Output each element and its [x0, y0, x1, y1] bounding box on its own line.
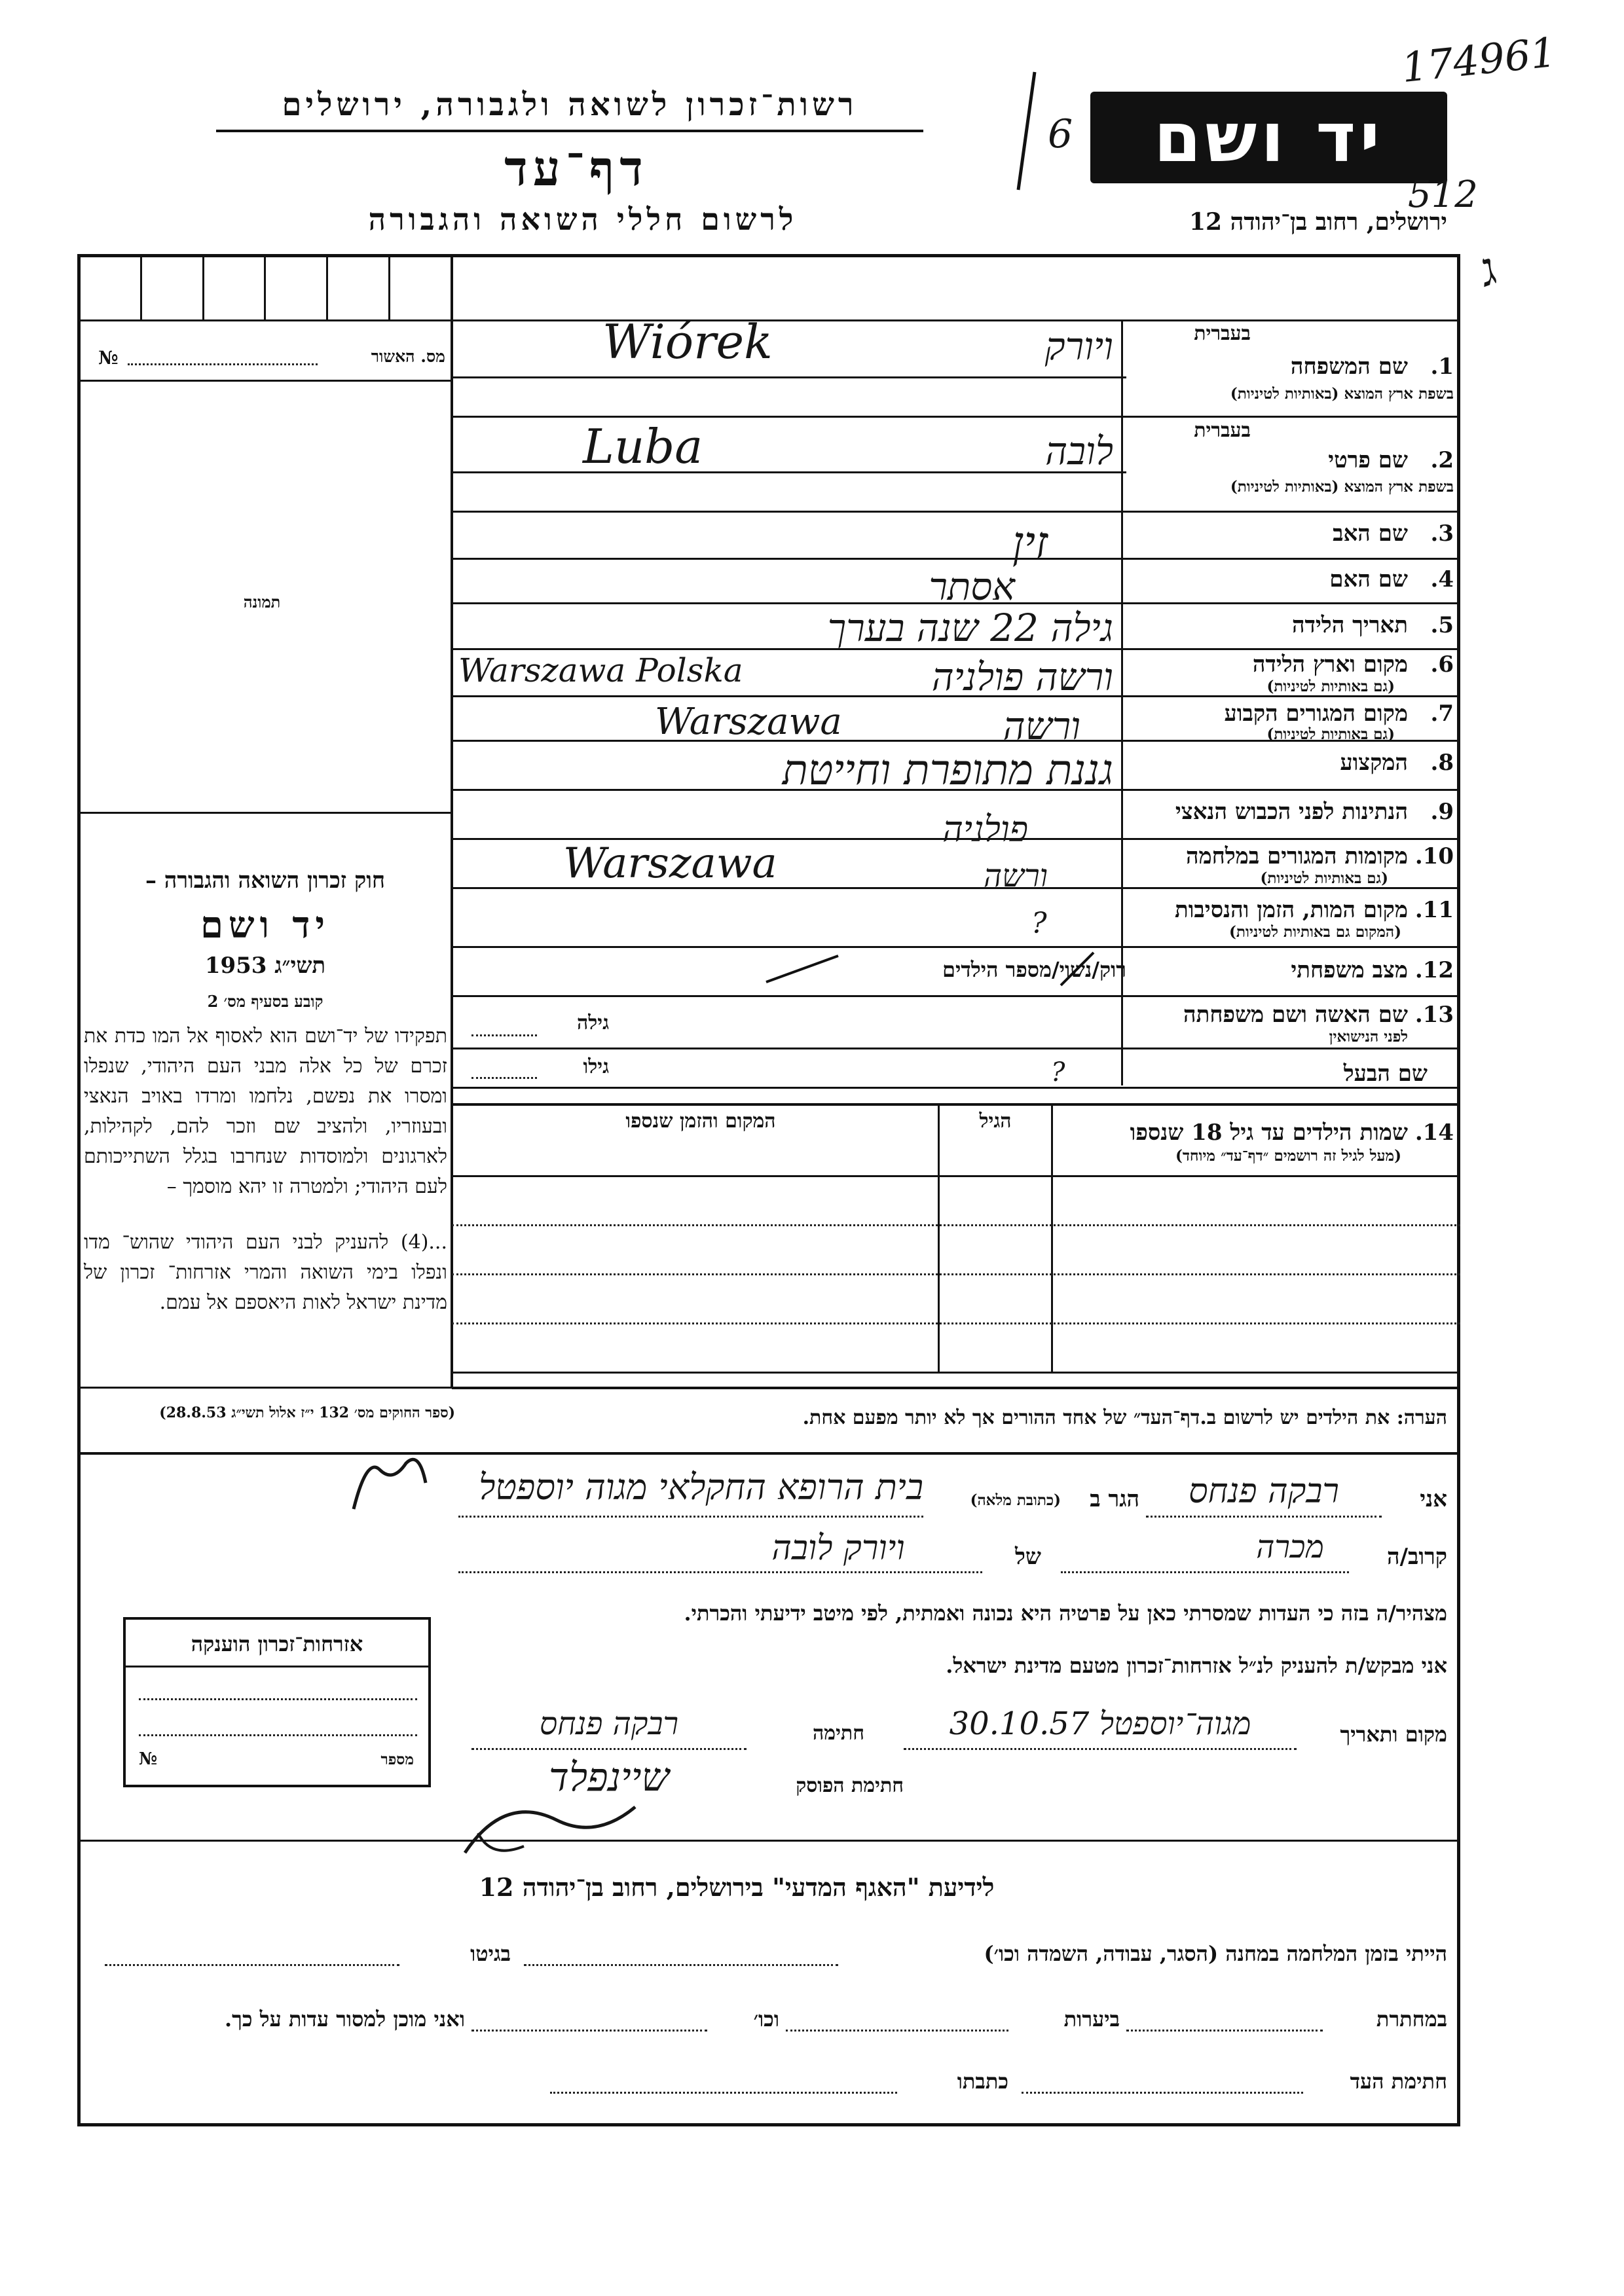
corner-letter: ג	[1471, 241, 1504, 297]
info-etc-dots	[471, 2030, 707, 2032]
field-7-label: מקום המגורים הקבוע	[1224, 701, 1408, 727]
field-2-label: שם פרטי	[1328, 447, 1408, 473]
remark-top-line	[452, 1387, 1460, 1389]
field-13-dots	[471, 1034, 537, 1036]
citizenship-box-dots	[139, 1698, 417, 1700]
law-text: תפקידו של יד־ושם הוא לאסוף אל המו כדת את זכרם של כל אלה מבני העם היהודי, שנפלו ומסרו את נפשם, נלחמו ומרדו באויב הנאצי ובעוזריו, ולהציב שם וזכר להם, לקהילות, לארגונים ולמוסדות שנחרבו בגלל השתייכותם לעם היהודי; ולמטרה זו יהא מוסמך –	[84, 1025, 447, 1198]
decl-relation-hand: מכרה	[1256, 1529, 1324, 1565]
info-ghetto: בגיטו	[470, 1941, 511, 1966]
decl-signature-label: חתימה	[813, 1722, 864, 1745]
field-10-num: 10.	[1414, 843, 1454, 869]
field-10-latin: Warszawa	[563, 839, 777, 888]
header-address: ירושלים, רחוב בן־יהודה 12	[1189, 208, 1447, 236]
info-hideout: במחתרת	[1376, 2007, 1447, 2032]
field-7-value: ורשה	[1003, 704, 1080, 748]
field-3-num: 3.	[1430, 520, 1454, 547]
husband-mark: ?	[1051, 1057, 1065, 1087]
hand-number: 174961	[1399, 27, 1559, 92]
serial-no: №	[98, 347, 119, 369]
field-6-note: (גם באותיות לטיניות)	[1266, 678, 1395, 695]
husband-value: גילו	[583, 1055, 609, 1078]
field-8-label: המקצוע	[1340, 750, 1408, 776]
decl-of-dots	[458, 1571, 982, 1573]
field-11-num: 11.	[1414, 897, 1454, 923]
field-3-label: שם האב	[1333, 520, 1408, 547]
info-address: כתבתו	[957, 2069, 1008, 2094]
field-8-value: גננת מתופרת וחייטת	[782, 746, 1113, 795]
row-line	[452, 416, 1460, 418]
field-7-num: 7.	[1430, 701, 1454, 727]
law-clause: קובע בסעיף מס׳ 2	[207, 992, 323, 1011]
field-11-value: ?	[1031, 907, 1047, 940]
remark: הערה: את הילדים יש לרשום ב.דף־העד״ של אחד ההורים אך לא יותר מפעם אחת.	[802, 1406, 1447, 1429]
field-2-num: 2.	[1430, 447, 1454, 473]
top-strip-cells	[80, 257, 451, 319]
field-13-note: לפני הנישואין	[1329, 1028, 1408, 1046]
decl-of-hand: ויורק לובה	[771, 1529, 905, 1568]
field-12-label: מצב משפחתי	[1291, 957, 1408, 983]
field-6-num: 6.	[1430, 651, 1454, 678]
children-note: (מעל לגיל זה רושמים ״דף־עד״ מיוחד)	[1175, 1147, 1401, 1165]
info-top-line	[77, 1840, 1460, 1842]
decl-relative: קרוב/ה	[1387, 1544, 1447, 1570]
field-12-value: רוק/נשוי/מספר הילדים	[942, 957, 1126, 982]
decl-request: אני מבקש/ת להעניק לנ״ל אזרחות־זכרון מטעם מדינת ישראל.	[946, 1653, 1447, 1678]
serial-label: מס. האשור	[371, 347, 445, 366]
law-title: חוק זכרון השואה והגבורה –	[145, 867, 386, 894]
field-10-label: מקומות המגורים במלחמה	[1185, 843, 1408, 869]
field-9-value: פולניה	[942, 809, 1028, 850]
decl-official-sig-label: חתימת הפוסק	[796, 1774, 904, 1797]
info-hideout-dots	[1126, 2030, 1323, 2032]
field-9-num: 9.	[1430, 799, 1454, 825]
children-bottom-line	[452, 1372, 1460, 1374]
info-forests-dots	[786, 2030, 1008, 2032]
husband-label: שם הבעל	[1343, 1061, 1428, 1087]
field-2-latin: Luba	[583, 419, 703, 474]
field-10-note: (גם באותיות לטיניות)	[1260, 869, 1388, 887]
decl-name-hand: רבקה פנחס	[1189, 1472, 1339, 1511]
hand-512: 512	[1408, 173, 1478, 216]
authority-underline	[216, 130, 923, 132]
citizenship-box-title: אזרחות־זכרון הוענקה	[126, 1620, 428, 1667]
field-12-num: 12.	[1414, 957, 1454, 983]
field-10-value: ורשה	[984, 858, 1048, 894]
children-num: 14.	[1414, 1120, 1454, 1146]
children-col-divider-2	[938, 1104, 940, 1373]
serial-dots	[128, 363, 318, 365]
authority-title: רשות־זכרון לשואה ולגבורה, ירושלים	[282, 86, 858, 123]
decl-signature-hand: רבקה פנחס	[539, 1705, 679, 1742]
info-address-dots	[550, 2092, 897, 2094]
form-title: דף־עד	[504, 141, 648, 197]
row-line	[452, 511, 1460, 513]
children-row	[452, 1273, 1460, 1275]
field-13-value: גילה	[576, 1011, 609, 1034]
field-13-num: 13.	[1414, 1002, 1454, 1028]
row-line	[452, 995, 1460, 997]
children-label: שמות הילדים עד גיל 18 שנספו	[1130, 1120, 1408, 1146]
row-line	[452, 1087, 1460, 1089]
info-title: לידיעת "האגף המדעי" בירושלים, רחוב בן־יהודה 12	[479, 1872, 995, 1902]
citizenship-box	[123, 1617, 431, 1787]
decl-i-am: אני	[1420, 1486, 1447, 1512]
field-11-note: (המקום גם באותיות לטיניות)	[1229, 923, 1401, 941]
decl-address-note: (כתובת מלאה)	[970, 1491, 1061, 1509]
info-witness-sig: חתימת העד	[1350, 2069, 1447, 2094]
decl-hand-scribble	[341, 1444, 439, 1522]
field-1-label: שם המשפחה	[1290, 354, 1408, 380]
field-4-label: שם האם	[1329, 566, 1408, 592]
field-6-latin: Warszawa Polska	[458, 651, 743, 689]
field-2-tag: בעברית	[1194, 419, 1251, 442]
decl-place-date: מקום ותאריך	[1340, 1722, 1447, 1747]
decl-place-dots	[904, 1748, 1297, 1750]
row-line	[452, 1048, 1460, 1049]
field-4-value: אסתר	[929, 564, 1015, 609]
decl-address-dots	[458, 1516, 923, 1518]
form-subtitle: לרשום חללי השואה והגבורה	[368, 202, 798, 237]
field-1-hebrew: ויורק	[1044, 324, 1113, 369]
citizenship-box-num-mark: №	[139, 1749, 158, 1769]
field-7-note: (גם באותיות לטיניות)	[1266, 725, 1395, 743]
field-8-num: 8.	[1430, 750, 1454, 776]
decl-place-hand: מגוה־יוספטל 30.10.57	[949, 1705, 1251, 1742]
law-name: יד ושם	[200, 903, 331, 947]
law-bottom-line	[77, 1387, 452, 1389]
decl-name-dots	[1146, 1516, 1382, 1518]
children-top-line	[452, 1103, 1460, 1106]
photo-label: תמונה	[243, 592, 281, 611]
citizenship-box-num-label: מספר	[380, 1751, 414, 1768]
children-col-age: הגיל	[979, 1110, 1012, 1133]
field-5-num: 5.	[1430, 612, 1454, 638]
field-12-strike	[753, 946, 1159, 992]
serial-line	[77, 380, 452, 382]
decl-official-sig: שיינפלד	[549, 1755, 669, 1800]
info-witness-dots	[1022, 2092, 1303, 2094]
row-line	[452, 376, 1126, 378]
field-2-note: בשפת ארץ המוצא (באותיות לטיניות)	[1230, 478, 1454, 496]
field-1-note: בשפת ארץ המוצא (באותיות לטיניות)	[1230, 385, 1454, 403]
field-6-label: מקום וארץ הלידה	[1252, 651, 1408, 678]
info-line1-dots	[524, 1964, 838, 1966]
law-text-2: ...(4) להעניק לבני העם היהודי שהוש־ מדו ונפלו בימי השואה והמרי אזרחות־ זכרון של מדינת ישראל לאות היאספם אל עמם.	[84, 1231, 447, 1314]
children-col-divider-1	[1051, 1104, 1053, 1373]
field-1-latin: Wiórek	[602, 314, 773, 369]
field-1-num: 1.	[1430, 354, 1454, 380]
law-ref: (ספר החוקים מס׳ 132 י״ז אלול תשי״ג 28.8.53)	[159, 1404, 455, 1421]
info-ghetto-dots	[105, 1964, 399, 1966]
husband-dots	[471, 1077, 537, 1079]
field-6-value: ורשה פולניה	[931, 655, 1113, 699]
yad-vashem-logo	[1090, 92, 1447, 183]
info-forests: ביערות	[1063, 2007, 1120, 2032]
children-header-line	[452, 1175, 1460, 1177]
field-7-latin: Warszawa	[655, 701, 842, 743]
remark-bottom-line	[77, 1452, 1460, 1455]
field-11-label: מקום המות, הזמן והנסיבות	[1174, 897, 1408, 923]
children-row	[452, 1224, 1460, 1226]
children-col-place: המקום והזמן שנספו	[625, 1110, 776, 1133]
field-5-value: גילה 22 שנה בערך	[827, 606, 1113, 650]
decl-signature-dots	[471, 1748, 747, 1750]
left-column-divider	[451, 254, 453, 1387]
photo-bottom-line	[77, 812, 452, 814]
decl-relation-dots	[1061, 1571, 1349, 1573]
decl-statement: מצהיר/ה בזה כי העדות שמסרתי כאן על פרטיה היא נכונה ואמתית, לפי מיטב ידיעתי והכרתי.	[684, 1601, 1447, 1626]
official-sig-stroke	[452, 1768, 648, 1866]
logo-text: יד ושם	[1154, 98, 1384, 177]
info-line1: הייתי בזמן המלחמה במחנה (הסגר, עבודה, השמדה וכו׳)	[984, 1941, 1447, 1966]
decl-address-hand: בית הרופא החקלאי מגוה יוספטל	[479, 1467, 923, 1508]
citizenship-box-dots	[139, 1734, 417, 1736]
field-3-value: זין	[1012, 517, 1048, 569]
field-9-label: הנתינות לפני הכבוש הנאצי	[1175, 799, 1408, 825]
decl-residing: הגר ב	[1090, 1486, 1139, 1512]
decl-of: של	[1015, 1544, 1041, 1570]
page-mark: 6	[1048, 111, 1073, 157]
field-5-label: תאריך הלידה	[1291, 612, 1408, 638]
info-ready: ואני מוכן למסור עדות על כך.	[224, 2007, 465, 2032]
law-year: תשי״ג 1953	[204, 953, 326, 979]
field-4-num: 4.	[1430, 566, 1454, 592]
children-row	[452, 1322, 1460, 1324]
field-1-tag: בעברית	[1194, 322, 1251, 345]
info-etc: וכו׳	[753, 2007, 779, 2032]
field-13-label: שם האשה ושם משפחתה	[1183, 1002, 1408, 1028]
field-2-hebrew: לובה	[1045, 429, 1113, 473]
